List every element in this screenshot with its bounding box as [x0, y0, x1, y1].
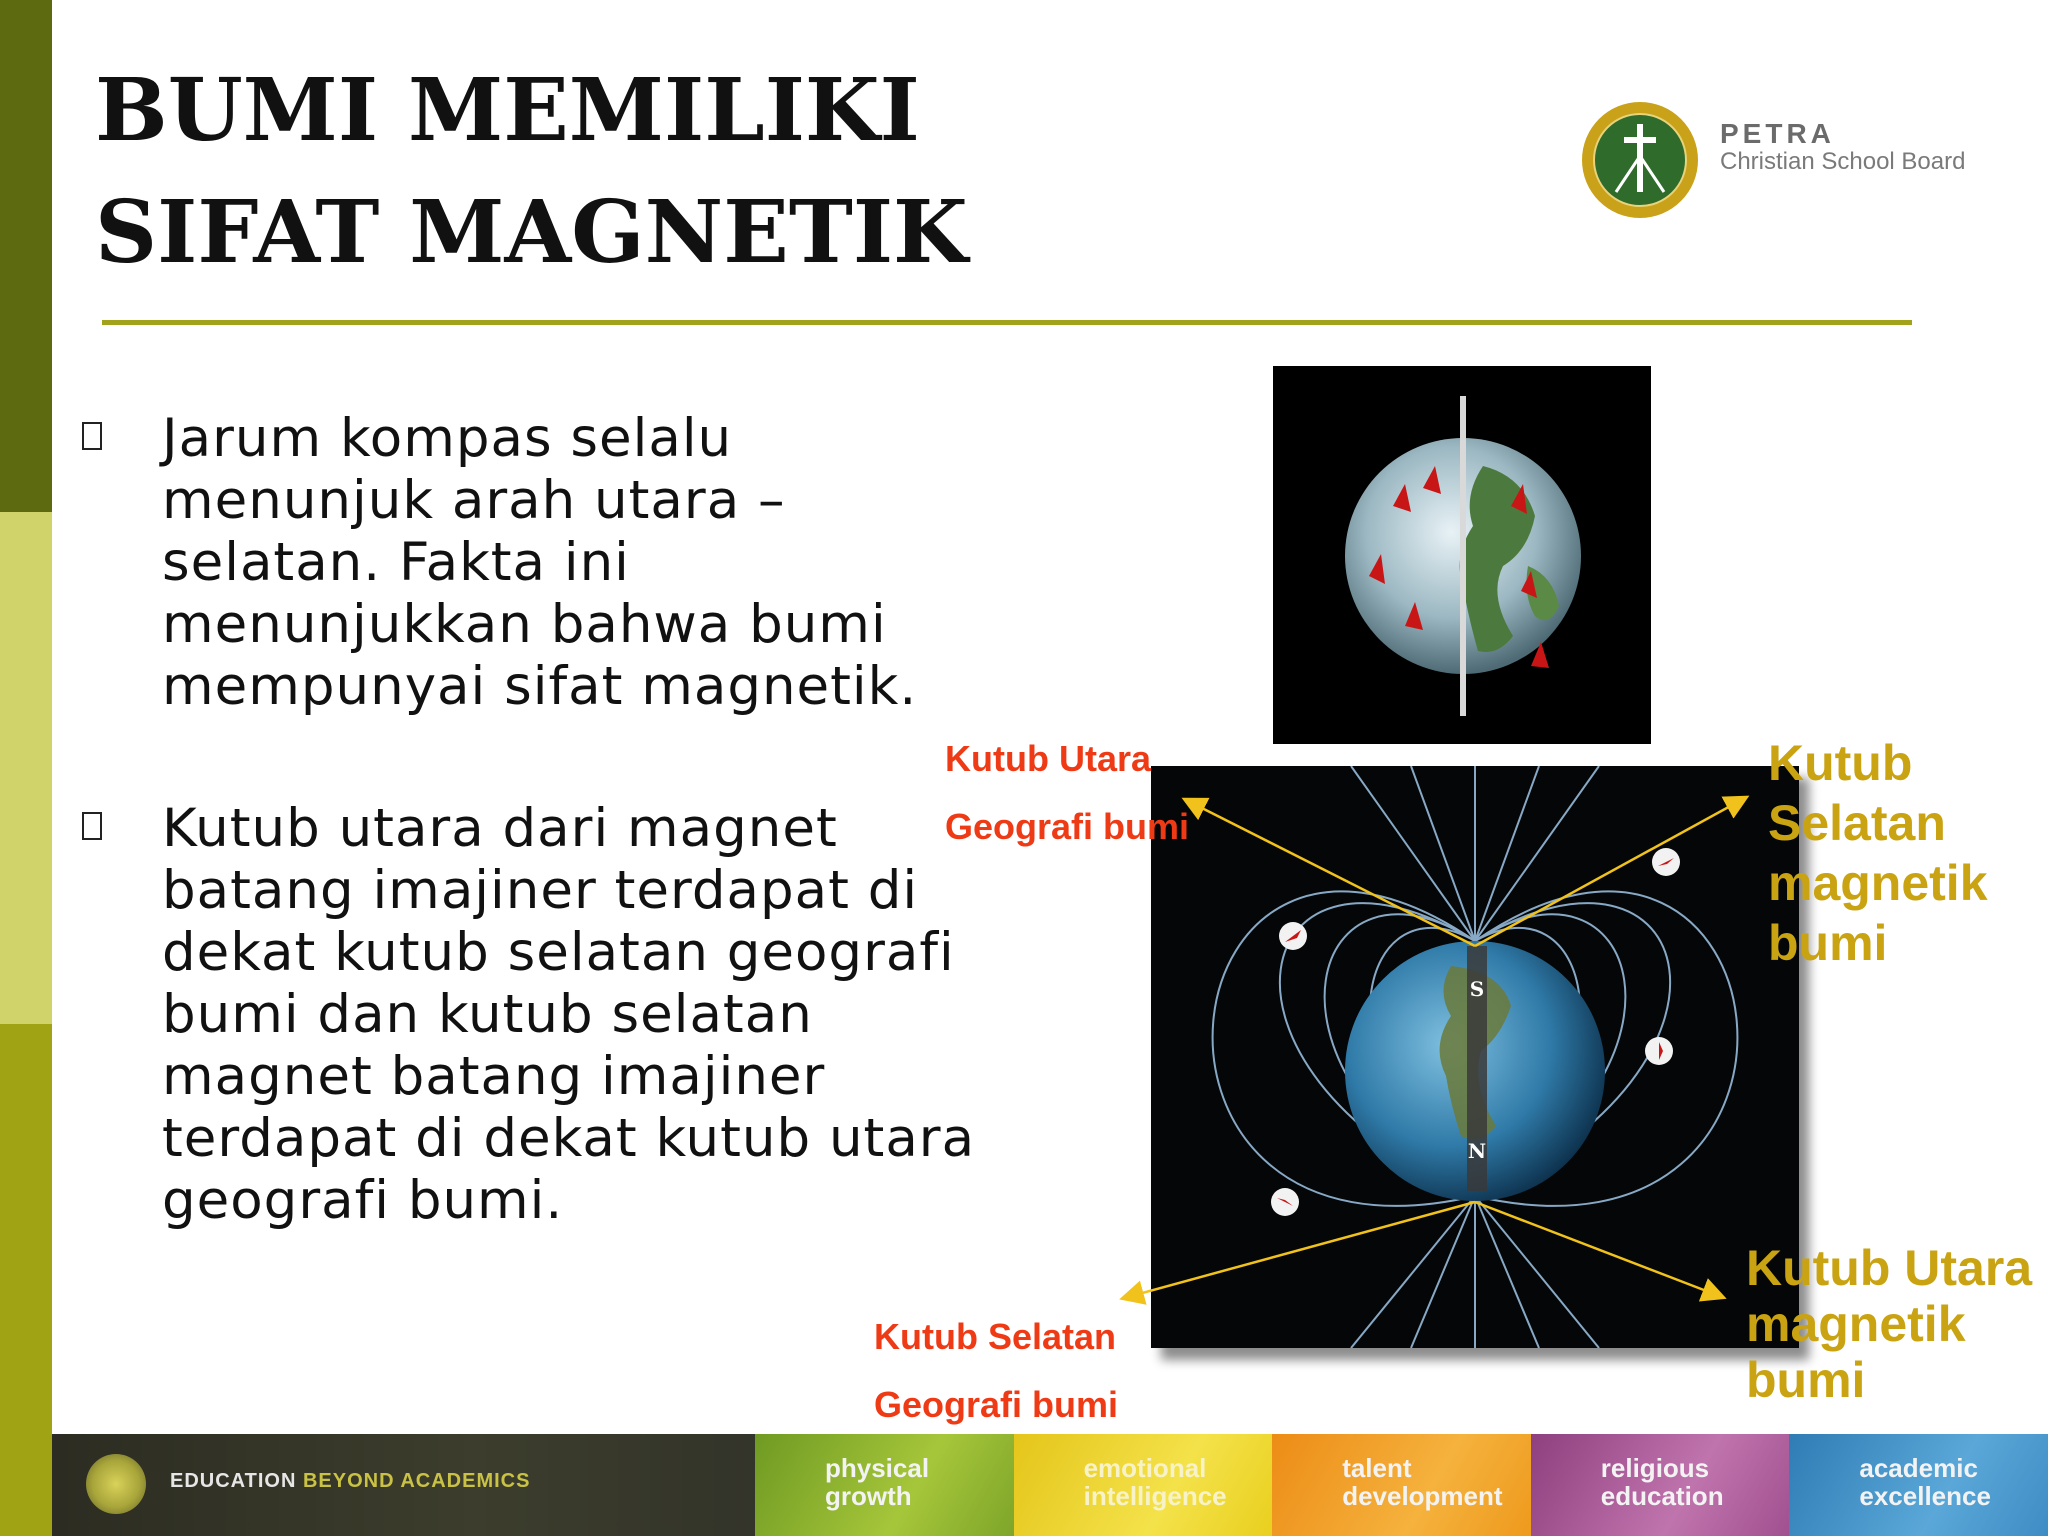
brand-text-part1: EDUCATION — [170, 1470, 297, 1492]
label-geo-north-line2: Geografi bumi — [945, 806, 1190, 847]
label-mag-south-line2: Selatan — [1768, 795, 1946, 851]
segment-academic-line1: academic — [1859, 1453, 1978, 1483]
segment-physical-line2: growth — [825, 1481, 912, 1511]
footer-segment-physical — [755, 1434, 1014, 1536]
label-geo-north-line1: Kutub Utara — [945, 738, 1151, 779]
bullet-text-1: Jarum kompas selalu menunjuk arah utara – selatan. Fakta ini menunjukkan bahwa bumi mempunyai sifat magnetik. — [162, 408, 918, 717]
segment-academic-label — [1859, 1454, 1991, 1510]
segment-religious-line1: religious — [1600, 1453, 1710, 1483]
label-mag-north — [1746, 1240, 2032, 1408]
brand-text-part2: BEYOND ACADEMICS — [302, 1470, 531, 1492]
segment-emotional-label — [1084, 1454, 1227, 1510]
compass-needle-icon — [1271, 1188, 1299, 1216]
pole-n-label: N — [1467, 1139, 1487, 1163]
segment-emotional-line1: emotional — [1083, 1453, 1207, 1483]
footer-banner — [52, 1434, 2048, 1536]
slide-title — [95, 50, 968, 294]
label-mag-north-line2: magnetik — [1746, 1296, 1966, 1352]
logo-name: PETRA — [1720, 118, 1835, 149]
pole-s-label: S — [1469, 977, 1485, 1001]
bullet-marker-icon — [82, 812, 102, 840]
footer-segment-emotional — [1014, 1434, 1273, 1536]
title-divider — [102, 320, 1912, 325]
compass-needle-icon — [1645, 1037, 1673, 1065]
segment-physical-line1: physical — [825, 1453, 930, 1483]
bullet-marker-icon — [82, 422, 102, 450]
label-mag-south-line1: Kutub — [1768, 735, 1913, 791]
petra-logo-icon — [1580, 100, 1700, 220]
label-mag-south — [1768, 733, 1988, 973]
sidebar-block-olive — [0, 1024, 52, 1536]
footer-brand-text — [170, 1470, 530, 1493]
footer-segment-talent — [1272, 1434, 1531, 1536]
footer-brand — [52, 1434, 755, 1536]
earth-compass-image — [1273, 366, 1651, 744]
brand-emblem-icon — [86, 1454, 146, 1514]
footer-segment-religious — [1531, 1434, 1790, 1536]
segment-academic-line2: excellence — [1859, 1481, 1991, 1511]
segment-talent-label — [1342, 1454, 1502, 1510]
segment-religious-line2: education — [1600, 1481, 1724, 1511]
logo-subtitle: Christian School Board — [1720, 148, 1966, 175]
compass-needle-icon — [1652, 848, 1680, 876]
title-line-1: BUMI MEMILIKI — [95, 60, 920, 161]
sidebar-block-dark — [0, 0, 52, 512]
label-mag-south-line4: bumi — [1768, 915, 1888, 971]
segment-talent-line1: talent — [1342, 1453, 1412, 1483]
segment-physical-label — [825, 1454, 929, 1510]
sidebar-block-light — [0, 512, 52, 1024]
label-geo-south-line2: Geografi bumi — [874, 1384, 1119, 1425]
label-mag-south-line3: magnetik — [1768, 855, 1988, 911]
compass-needle-icon — [1279, 922, 1307, 950]
label-geo-south-line1: Kutub Selatan — [874, 1316, 1117, 1357]
segment-religious-label — [1601, 1454, 1724, 1510]
footer-segment-academic — [1789, 1434, 2048, 1536]
label-mag-north-line3: bumi — [1746, 1352, 1866, 1408]
bullet-text-2: Kutub utara dari magnet batang imajiner terdapat di dekat kutub selatan geografi bumi dan kutub selatan magnet batang imajiner terdapat di dekat kutub utara geografi bumi. — [162, 798, 976, 1231]
segment-emotional-line2: intelligence — [1083, 1481, 1227, 1511]
earth-magnetic-field-image — [1151, 766, 1799, 1348]
title-line-2: SIFAT MAGNETIK — [95, 182, 968, 283]
segment-talent-line2: development — [1342, 1481, 1503, 1511]
label-mag-north-line1: Kutub Utara — [1746, 1240, 2033, 1296]
